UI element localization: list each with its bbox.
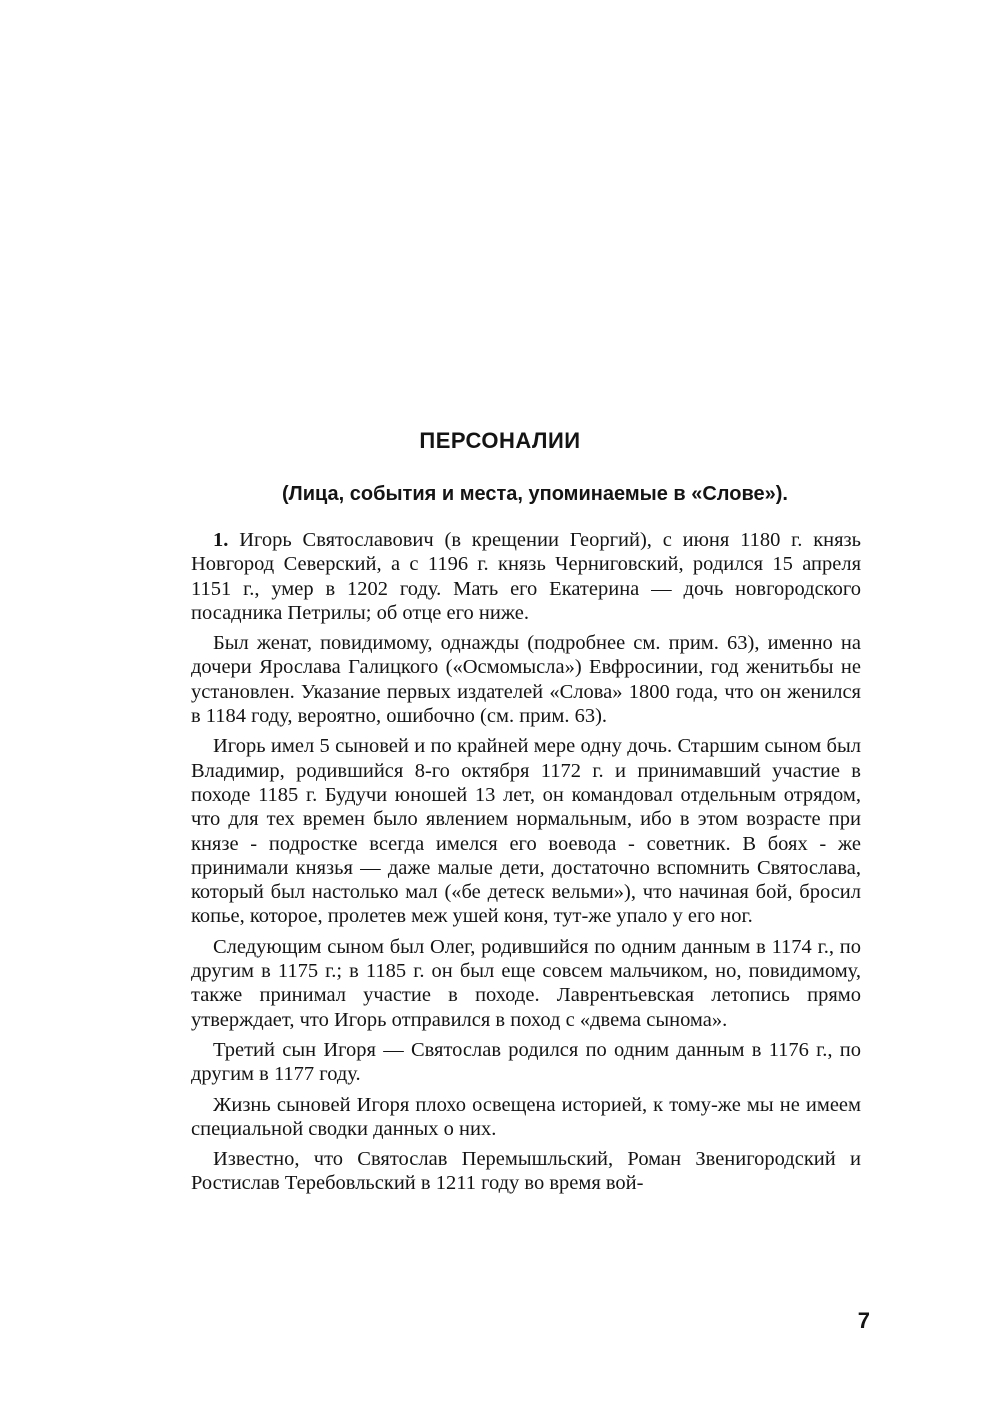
- paragraph-7: Известно, что Святослав Перемышльский, Роман Звенигородский и Ростислав Теребовльский в 1211 году во время вой-: [191, 1148, 861, 1195]
- paragraph-1-text: Игорь Святославович (в крещении Георгий), с июня 1180 г. князь Новгород Северский, а с 1196 г. князь Черниговский, родился 15 апреля 1151 г., умер в 1202 году. Мать его Екатерина — дочь новгородского посадника Петрилы; об отце его ниже.: [191, 529, 861, 624]
- paragraph-4: Следующим сыном был Олег, родившийся по одним данным в 1174 г., по другим в 1175 г.; в 1185 г. он был еще совсем мальчиком, но, повидимому, также принимал участие в походе. Лаврентьевская летопись прямо утверждает, что Игорь отправился в поход с «двема сынома».: [191, 935, 861, 1031]
- page-subtitle: (Лица, события и места, упоминаемые в «Слове»).: [282, 483, 788, 505]
- paragraph-6: Жизнь сыновей Игоря плохо освещена историей, к тому-же мы не имеем специальной сводки данных о них.: [191, 1093, 861, 1140]
- paragraph-2: Был женат, повидимому, однажды (подробнее см. прим. 63), именно на дочери Ярослава Галицкого («Осмомысла») Евфросинии, год женитьбы не установлен. Указание первых издателей «Слова» 1800 года, что он женился в 1184 году, вероятно, ошибочно (см. прим. 63).: [191, 632, 861, 728]
- entry-body: [191, 528, 861, 1202]
- page-number: 7: [857, 1308, 870, 1333]
- entry-number: 1.: [213, 529, 229, 551]
- paragraph-5: Третий сын Игоря — Святослав родился по одним данным в 1176 г., по другим в 1177 году.: [191, 1038, 861, 1086]
- paragraph-1: [191, 528, 861, 625]
- paragraph-3: Игорь имел 5 сыновей и по крайней мере одну дочь. Старшим сыном был Владимир, родившийся 8-го октября 1172 г. и принимавший участие в походе 1185 г. Будучи юношей 13 лет, он командовал отдельным отрядом, что для тех времен было явлением нормальным, ибо в этом возрасте при князе - подростке всегда имелся его воевода - советник. В боях - же принимали князья — даже малые дети, достаточно вспомнить Святослава, который был настолько мал («бе детеск вельми»), что начиная бой, бросил копье, которое, пролетев меж ушей коня, тут-же упало у его ног.: [191, 735, 861, 928]
- page-title: ПЕРСОНАЛИИ: [419, 428, 581, 453]
